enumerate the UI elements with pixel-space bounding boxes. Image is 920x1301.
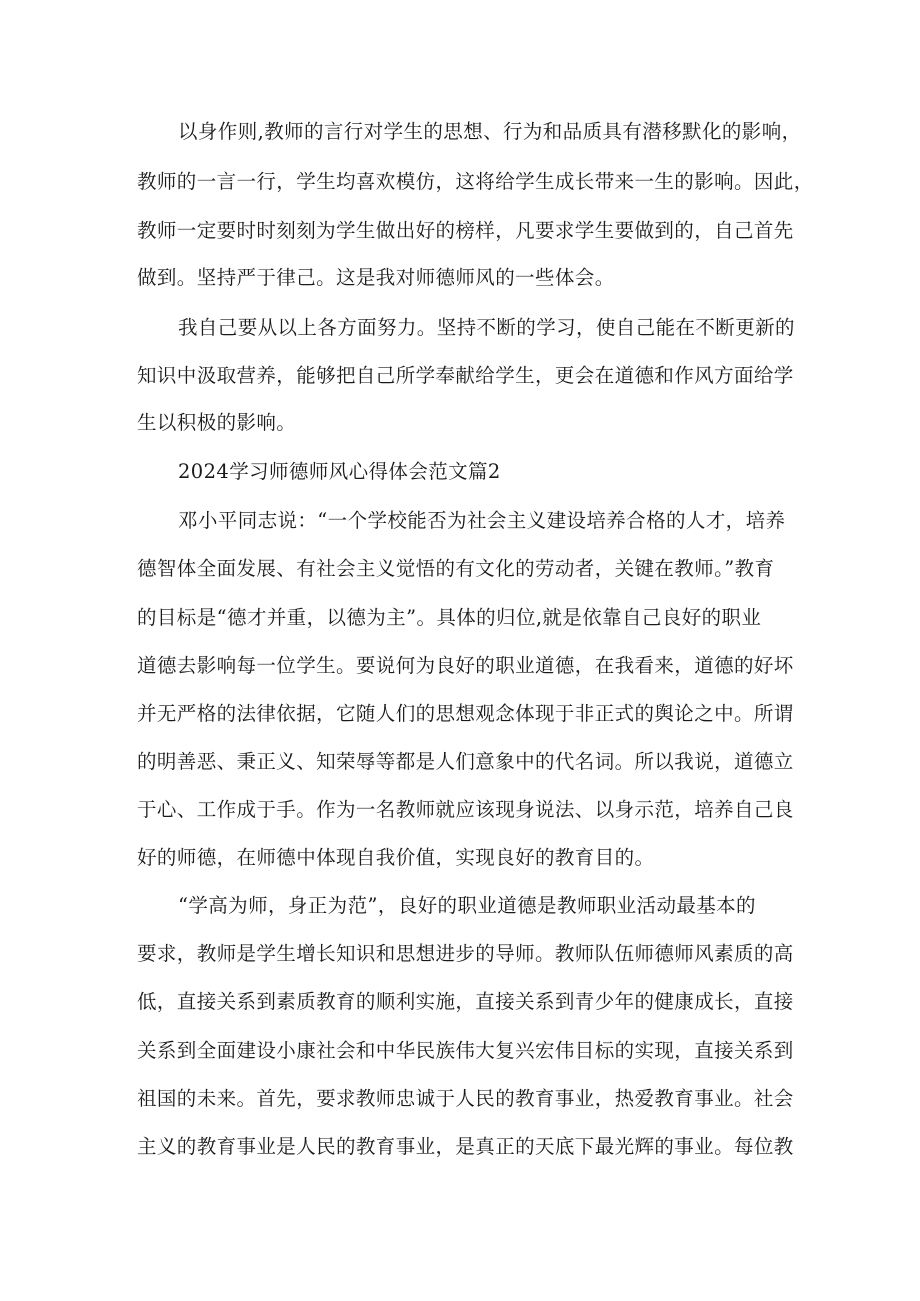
paragraph-4-line-3: 低，直接关系到素质教育的顺利实施，直接关系到青少年的健康成长，直接 — [137, 990, 794, 1013]
paragraph-3-line-8: 好的师德，在师德中体现自我价值，实现良好的教育目的。 — [137, 846, 655, 869]
paragraph-4-line-2: 要求，教师是学生增长知识和思想进步的导师。教师队伍师德师风素质的高 — [137, 942, 794, 965]
paragraph-1-line-3: 教师一定要时时刻刻为学生做出好的榜样，凡要求学生要做到的，自己首先 — [137, 219, 794, 242]
paragraph-3-line-3: 的目标是“德才并重，以德为主”。具体的归位,就是依靠自己良好的职业 — [137, 606, 762, 629]
paragraph-2-line-2: 知识中汲取营养，能够把自己所学奉献给学生，更会在道德和作风方面给学 — [137, 364, 794, 387]
paragraph-3-line-5: 并无严格的法律依据，它随人们的思想观念体现于非正式的舆论之中。所谓 — [137, 702, 794, 725]
paragraph-4-line-1: “学高为师，身正为范”，良好的职业道德是教师职业活动最基本的 — [178, 894, 756, 917]
paragraph-4-line-5: 祖国的未来。首先，要求教师忠诚于人民的教育事业，热爱教育事业。社会 — [137, 1087, 794, 1110]
paragraph-4-line-6: 主义的教育事业是人民的教育事业，是真正的天底下最光辉的事业。每位教 — [137, 1135, 794, 1158]
paragraph-1-line-2: 教师的一言一行，学生均喜欢模仿，这将给学生成长带来一生的影响。因此， — [137, 170, 814, 193]
paragraph-2-line-1: 我自己要从以上各方面努力。坚持不断的学习，使自己能在不断更新的 — [178, 316, 795, 339]
paragraph-1-line-1: 以身作则,教师的言行对学生的思想、行为和品质具有潜移默化的影响， — [178, 120, 802, 143]
paragraph-4-line-4: 关系到全面建设小康社会和中华民族伟大复兴宏伟目标的实现，直接关系到 — [137, 1039, 794, 1062]
paragraph-3-line-6: 的明善恶、秉正义、知荣辱等都是人们意象中的代名词。所以我说，道德立 — [137, 750, 794, 773]
paragraph-3-line-4: 道德去影响每一位学生。要说何为良好的职业道德，在我看来，道德的好坏 — [137, 654, 794, 677]
paragraph-3-line-7: 于心、工作成于手。作为一名教师就应该现身说法、以身示范，培养自己良 — [137, 798, 794, 821]
paragraph-3-line-2: 德智体全面发展、有社会主义觉悟的有文化的劳动者，关键在教师。”教育 — [137, 557, 775, 580]
paragraph-1-line-4: 做到。坚持严于律己。这是我对师德师风的一些体会。 — [137, 266, 615, 289]
paragraph-3-line-1: 邓小平同志说：“一个学校能否为社会主义建设培养合格的人才，培养 — [178, 509, 786, 532]
section-heading: 2024学习师德师风心得体会范文篇2 — [178, 460, 501, 483]
paragraph-2-line-3: 生以积极的影响。 — [137, 411, 297, 434]
